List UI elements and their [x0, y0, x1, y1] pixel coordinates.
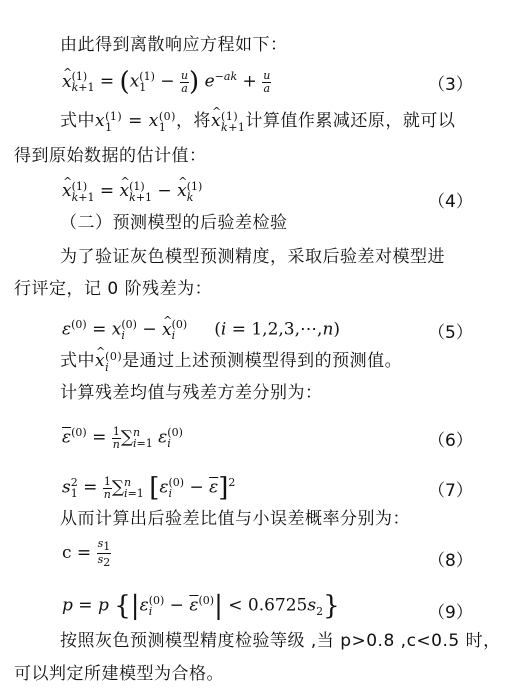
equation-8: c = $\frac{s_1}{s_2}$: [62, 537, 111, 570]
equation-constant: 0.6725: [247, 595, 308, 616]
text-line: 式中^ x (0) i 是通过上述预测模型得到的预测值。: [60, 350, 402, 373]
equation-7: s 2 1 = $\frac{1}{n}$ ∑ n i=1 [ε (0) i − $\overline{\varepsilon}]^2$: [62, 473, 236, 504]
equation-3: ^ x (1) k+1 = (x (1) 1 − $\frac{u}{a}$ ) $e^{-ak}$ + $\frac{u}{a}$: [62, 66, 271, 95]
text-line: 由此得到离散响应方程如下：: [60, 35, 288, 55]
text-line: 为了验证灰色模型预测精度，采取后验差对模型进: [60, 247, 445, 267]
section-heading: （二）预测模型的后验差检验: [60, 213, 288, 233]
text-line: 式中x (1) 1 = x (0) 1 ，将^ x (1) k+1 计算值作累减还原，就可以: [60, 110, 455, 133]
equation-number: （5）: [428, 323, 473, 343]
text-line: 可以判定所建模型为合格。: [14, 664, 224, 684]
text-span: 是通过上述预测模型得到的预测值。: [122, 351, 403, 371]
text-line: 计算残差均值与残差方差分别为：: [60, 383, 323, 403]
text-line: 行评定，记 0 阶残差为：: [14, 279, 213, 299]
equation-6: $\overline{\varepsilon}^{(0)}$ = $\frac{1}{n}$ ∑ n i=1 ε (0) i: [62, 424, 183, 451]
text-line: 按照灰色预测模型精度检验等级 ,当 p>0.8 ,c<0.5 时，: [60, 631, 501, 651]
text-span: ，将: [175, 111, 211, 131]
equation-number: （7）: [428, 481, 473, 501]
text-line: 得到原始数据的估计值：: [14, 146, 207, 166]
equation-number: （9）: [428, 603, 473, 623]
text-span: 式中: [60, 111, 95, 131]
equation-number: （8）: [428, 551, 473, 571]
equation-4: ^ x (1) k+1 = ^ x (1) k+1 − ^ x (1) k: [62, 180, 202, 203]
equation-number: （6）: [428, 431, 473, 451]
text-span: 式中: [60, 351, 95, 371]
text-line: 从而计算出后验差比值与小误差概率分别为：: [60, 509, 410, 529]
equation-5: $\varepsilon^{(0)} = x$ (0) i − ^ x (0) i (i = 1,2,3,⋯,n): [62, 314, 340, 341]
text-span: 计算值作累减还原，就可以: [245, 111, 456, 131]
equation-number: （4）: [428, 192, 473, 212]
equation-number: （3）: [428, 75, 473, 95]
equation-9: p = p {|ε (0) i − $\overline{\varepsilon}^{(0)}| < 0.6725s_2$}: [62, 591, 340, 622]
